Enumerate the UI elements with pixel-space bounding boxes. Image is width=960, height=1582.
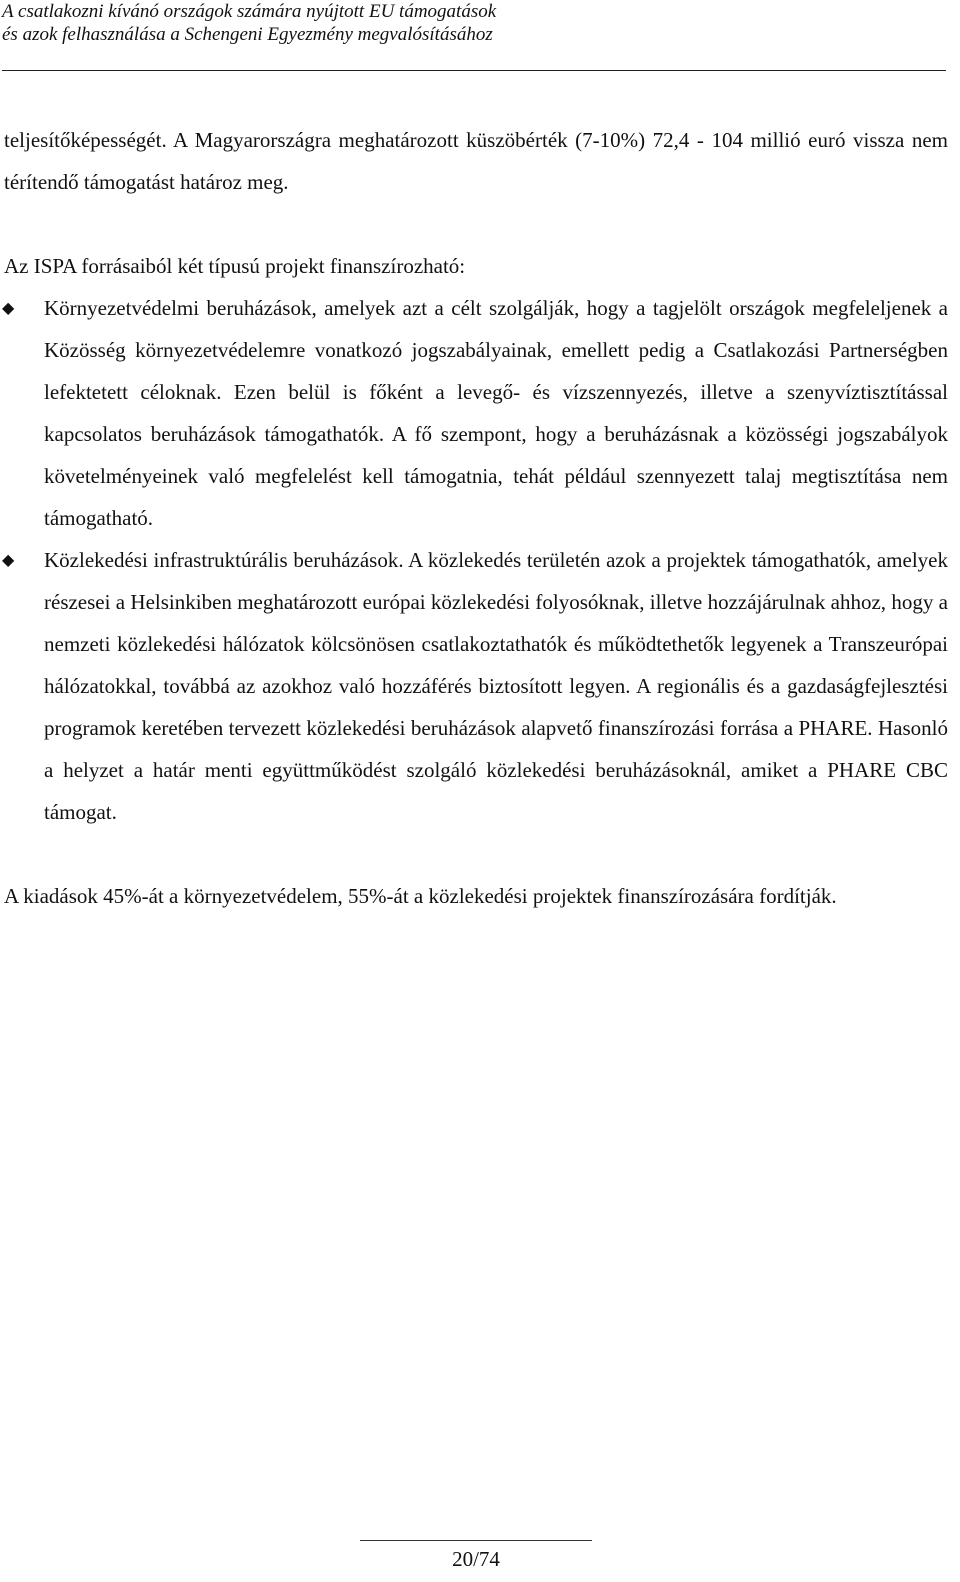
diamond-bullet-icon: ◆ <box>2 550 15 569</box>
bullet-text: Környezetvédelmi beruházások, amelyek azt a célt szolgálják, hogy a tagjelölt országok megfeleljenek a Közösség környezetvédelemre vonatkozó jogszabályainak, emellett pedig a Csatlakozási Partnerségben lefektetett céloknak. Ezen belül is főként a levegő- és vízszennyezés, illetve a szenyvíztisztítással kapcsolatos beruházások támogathatók. A fő szempont, hogy a beruházásnak a közösségi jogszabályok követelményeinek való megfelelést kell támogatnia, tehát például szennyezett talaj megtisztítása nem támogatható. <box>44 296 948 530</box>
diamond-bullet-icon: ◆ <box>2 298 15 317</box>
running-header <box>2 0 942 46</box>
closing-paragraph: A kiadások 45%-át a környezetvédelem, 55%-át a közlekedési projektek finanszírozására fordítják. <box>4 884 837 908</box>
intro-paragraph: teljesítőképességét. A Magyarországra meghatározott küszöbérték (7-10%) 72,4 - 104 millió euró vissza nem térítendő támogatást határoz meg. <box>4 128 948 194</box>
list-item <box>4 287 948 539</box>
bullet-text: Közlekedési infrastruktúrális beruházások. A közlekedés területén azok a projektek támogathatók, amelyek részesei a Helsinkiben meghatározott európai közlekedési folyosóknak, illetve hozzájárulnak ahhoz, hogy a nemzeti közlekedési hálózatok kölcsönösen csatlakoztathatók és működtethetők legyenek a Transzeurópai hálózatokkal, továbbá az azokhoz való hozzáférés biztosított legyen. A regionális és a gazdaságfejlesztési programok keretében tervezett közlekedési beruházások alapvető finanszírozási forrása a PHARE. Hasonló a helyzet a határ menti együttműködést szolgáló közlekedési beruházásoknál, amiket a PHARE CBC támogat. <box>44 548 948 824</box>
header-title-line-1: A csatlakozni kívánó országok számára nyújtott EU támogatások <box>2 1 497 22</box>
page-number: 20/74 <box>452 1547 500 1571</box>
header-title-line-2: és azok felhasználása a Schengeni Egyezmény megvalósításához <box>2 24 493 45</box>
footer-divider <box>360 1540 592 1541</box>
list-item <box>4 539 948 833</box>
lead-paragraph: Az ISPA forrásaiból két típusú projekt finanszírozható: <box>4 254 466 278</box>
bullet-list <box>4 287 948 833</box>
header-divider <box>2 70 946 71</box>
document-body <box>4 119 948 917</box>
